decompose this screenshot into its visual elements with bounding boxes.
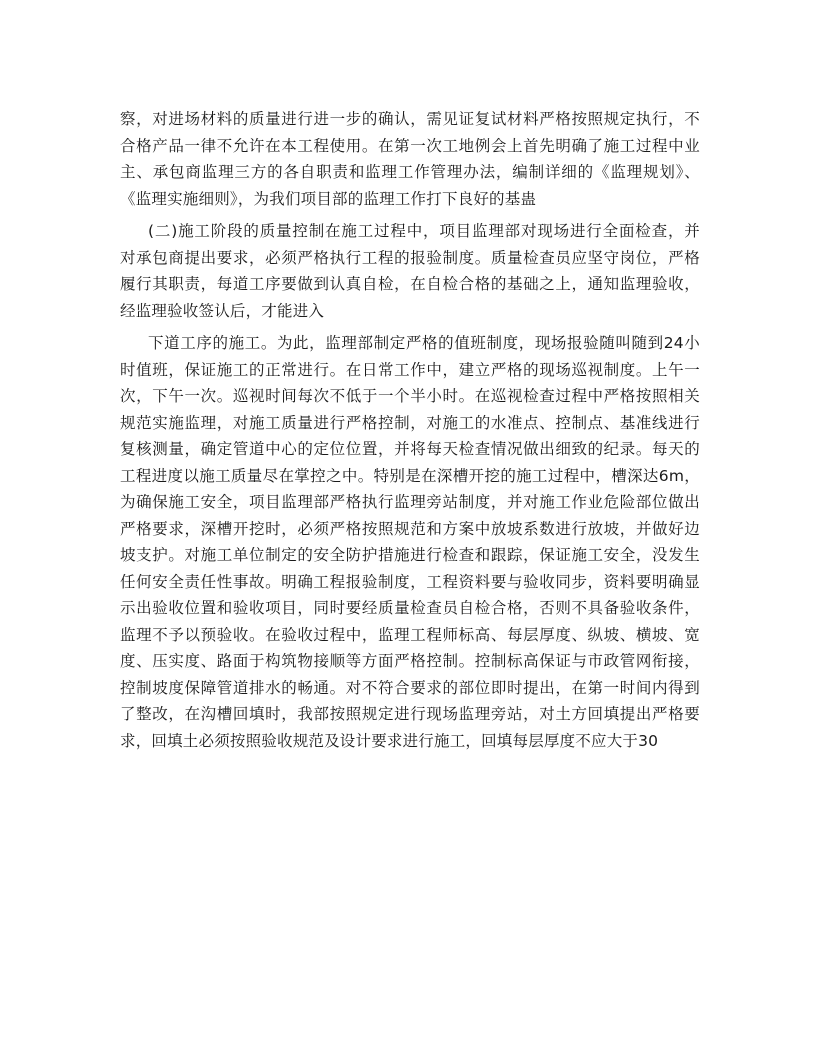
text-line: 对承包商提出要求，必须严格执行工程的报验制度。质量检查员应坚守岗位，严格	[120, 248, 700, 267]
text-line: (二)施工阶段的质量控制在施工过程中，项目监理部对现场进行全面检查，并	[148, 222, 700, 240]
text-line: 工程进度以施工质量尽在掌控之中。特别是在深槽开挖的施工过程中，槽深达6m，	[120, 466, 700, 485]
paragraph-3	[120, 330, 700, 754]
document-body	[120, 106, 700, 754]
text-line: 任何安全责任性事故。明确工程报验制度，工程资料要与验收同步，资料要明确显	[120, 572, 700, 591]
paragraph-1	[120, 106, 700, 212]
text-line: 严格要求，深槽开挖时，必须严格按照规范和方案中放坡系数进行放坡，并做好边	[120, 519, 700, 538]
text-line: 规范实施监理，对施工质量进行严格控制，对施工的水准点、控制点、基准线进行	[120, 413, 700, 432]
text-line: 为确保施工安全，项目监理部严格执行监理旁站制度，并对施工作业危险部位做出	[120, 493, 700, 511]
text-line: 坡支护。对施工单位制定的安全防护措施进行检查和跟踪，保证施工安全，没发生	[120, 546, 700, 564]
text-line: 主、承包商监理三方的各自职责和监理工作管理办法，编制详细的《监理规划》、	[120, 163, 700, 181]
text-line: 履行其职责，每道工序要做到认真自检，在自检合格的基础之上，通知监理验收，	[120, 275, 700, 293]
text-line: 下道工序的施工。为此，监理部制定严格的值班制度，现场报验随叫随到24小	[148, 334, 700, 352]
text-line: 经监理验收签认后，才能进入	[120, 301, 325, 320]
text-line: 《监理实施细则》，为我们项目部的监理工作打下良好的基蛊	[120, 189, 537, 208]
text-line: 复核测量，确定管道中心的定位位置，并将每天检查情况做出细致的纪录。每天的	[120, 440, 700, 458]
text-line: 次，下午一次。巡视时间每次不低于一个半小时。在巡视检查过程中严格按照相关	[120, 387, 700, 405]
text-line: 时值班，保证施工的正常进行。在日常工作中，建立严格的现场巡视制度。上午一	[120, 360, 700, 379]
text-line: 了整改，在沟槽回填时，我部按照规定进行现场监理旁站，对土方回填提出严格要	[120, 705, 700, 723]
text-line: 察，对进场材料的质量进行进一步的确认，需见证复试材料严格按照规定执行，不	[120, 110, 700, 128]
text-line: 求，回填土必须按照验收规范及设计要求进行施工，回填每层厚度不应大于30	[120, 731, 659, 750]
text-line: 示出验收位置和验收项目，同时要经质量检查员自检合格，否则不具备验收条件，	[120, 599, 700, 617]
paragraph-2	[120, 218, 700, 324]
text-line: 监理不予以预验收。在验收过程中，监理工程师标高、每层厚度、纵坡、横坡、宽	[120, 625, 700, 644]
text-line: 度、压实度、路面于构筑物接顺等方面严格控制。控制标高保证与市政管网衔接，	[120, 652, 700, 670]
text-line: 合格产品一律不允许在本工程使用。在第一次工地例会上首先明确了施工过程中业	[120, 136, 700, 155]
text-line: 控制坡度保障管道排水的畅通。对不符合要求的部位即时提出，在第一时间内得到	[120, 678, 700, 697]
